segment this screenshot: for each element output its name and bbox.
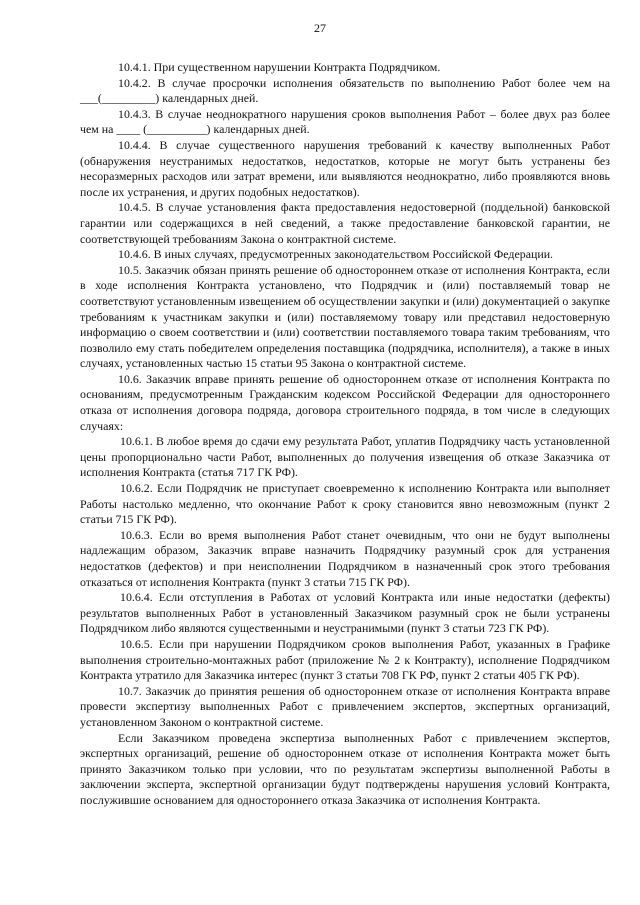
clause-10-6-5: 10.6.5. Если при нарушении Подрядчиком сроков выполнения Работ, указанных в Графике выполнения строительно-монтажных работ (приложение № 2 к Контракту), исполнение Подрядчиком Контракта утратило для Заказчика интерес (пункт 3 статьи 708 ГК РФ, пункт 2 статьи 405 ГК РФ).	[80, 636, 610, 683]
clause-10-5: 10.5. Заказчик обязан принять решение об одностороннем отказе от исполнения Контракта, если в ходе исполнения Контракта установлено, что Подрядчик и (или) поставляемый товар не соответствуют установленным извещением об осуществлении закупки и (или) документацией о закупке требованиям к участникам закупки и (или) поставляемому товару или представил недостоверную информацию о своем соответствии и (или) соответствии поставляемого товара таким требованиям, что позволило ему стать победителем определения поставщика (подрядчика, исполнителя), а также в иных случаях, установленных частью 15 статьи 95 Закона о контрактной системе.	[80, 262, 610, 371]
clause-10-6: 10.6. Заказчик вправе принять решение об одностороннем отказе от исполнения Контракта по основаниям, предусмотренным Гражданским кодексом Российской Федерации для одностороннего отказа от исполнения договора подряда, договора строительного подряда, в том числе в следующих случаях:	[80, 371, 610, 433]
clause-10-7-continuation: Если Заказчиком проведена экспертиза выполненных Работ с привлечением экспертов, экспертных организаций, решение об одностороннем отказе от исполнения Контракта может быть принято Заказчиком только при условии, что по результатам экспертизы выполненной Работы в заключении эксперта, экспертной организации будут подтверждены нарушения условий Контракта, послужившие основанием для одностороннего отказа Заказчика от исполнения Контракта.	[80, 730, 610, 807]
clause-10-6-3: 10.6.3. Если во время выполнения Работ станет очевидным, что они не будут выполнены надлежащим образом, Заказчик вправе назначить Подрядчику разумный срок для устранения недостатков (дефектов) и при неисполнении Подрядчиком в назначенный срок этого требования отказаться от исполнения Контракта (пункт 3 статьи 715 ГК РФ).	[80, 527, 610, 589]
clause-10-6-1: 10.6.1. В любое время до сдачи ему результата Работ, уплатив Подрядчику часть установленной цены пропорционально части Работ, выполненных до получения извещения об отказе Заказчика от исполнения Контракта (статья 717 ГК РФ).	[80, 434, 610, 480]
contract-text	[80, 60, 610, 809]
clause-10-4-4: 10.4.4. В случае существенного нарушения требований к качеству выполненных Работ (обнаружения неустранимых недостатков, недостатков, которые не могут быть устранены без несоразмерных расходов или затрат времени, или выявляются неоднократно, либо проявляются вновь после их устранения, и других подобных недостатков).	[80, 137, 610, 199]
clause-10-6-2: 10.6.2. Если Подрядчик не приступает своевременно к исполнению Контракта или выполняет Работы настолько медленно, что окончание Работ к сроку становится явно невозможным (пункт 2 статьи 715 ГК РФ).	[80, 481, 610, 527]
clause-10-6-4: 10.6.4. Если отступления в Работах от условий Контракта или иные недостатки (дефекты) результатов выполненных Работ в установленный Заказчиком разумный срок не были устранены Подрядчиком либо являются существенными и неустранимыми (пункт 3 статьи 723 ГК РФ).	[80, 590, 610, 636]
clause-10-4-5: 10.4.5. В случае установления факта предоставления недостоверной (поддельной) банковской гарантии или содержащихся в ней сведений, а также предоставление банковской гарантии, не соответствующей требованиям Закона о контрактной системе.	[80, 200, 610, 246]
page-number: 27	[314, 21, 326, 35]
clause-10-7: 10.7. Заказчик до принятия решения об одностороннем отказе от исполнения Контракта вправе провести экспертизу выполненных Работ с привлечением экспертов, экспертных организаций, установленном Законом о контрактной системе.	[80, 683, 610, 729]
clause-10-4-2: 10.4.2. В случае просрочки исполнения обязательств по выполнению Работ более чем на ___(_________) календарных дней.	[80, 75, 610, 106]
clause-10-4-3: 10.4.3. В случае неоднократного нарушения сроков выполнения Работ – более двух раз более чем на ____ (__________) календарных дней.	[80, 106, 610, 137]
clause-10-4-1: 10.4.1. При существенном нарушении Контракта Подрядчиком.	[118, 60, 441, 74]
clause-10-4-6: 10.4.6. В иных случаях, предусмотренных законодательством Российской Федерации.	[118, 247, 554, 262]
